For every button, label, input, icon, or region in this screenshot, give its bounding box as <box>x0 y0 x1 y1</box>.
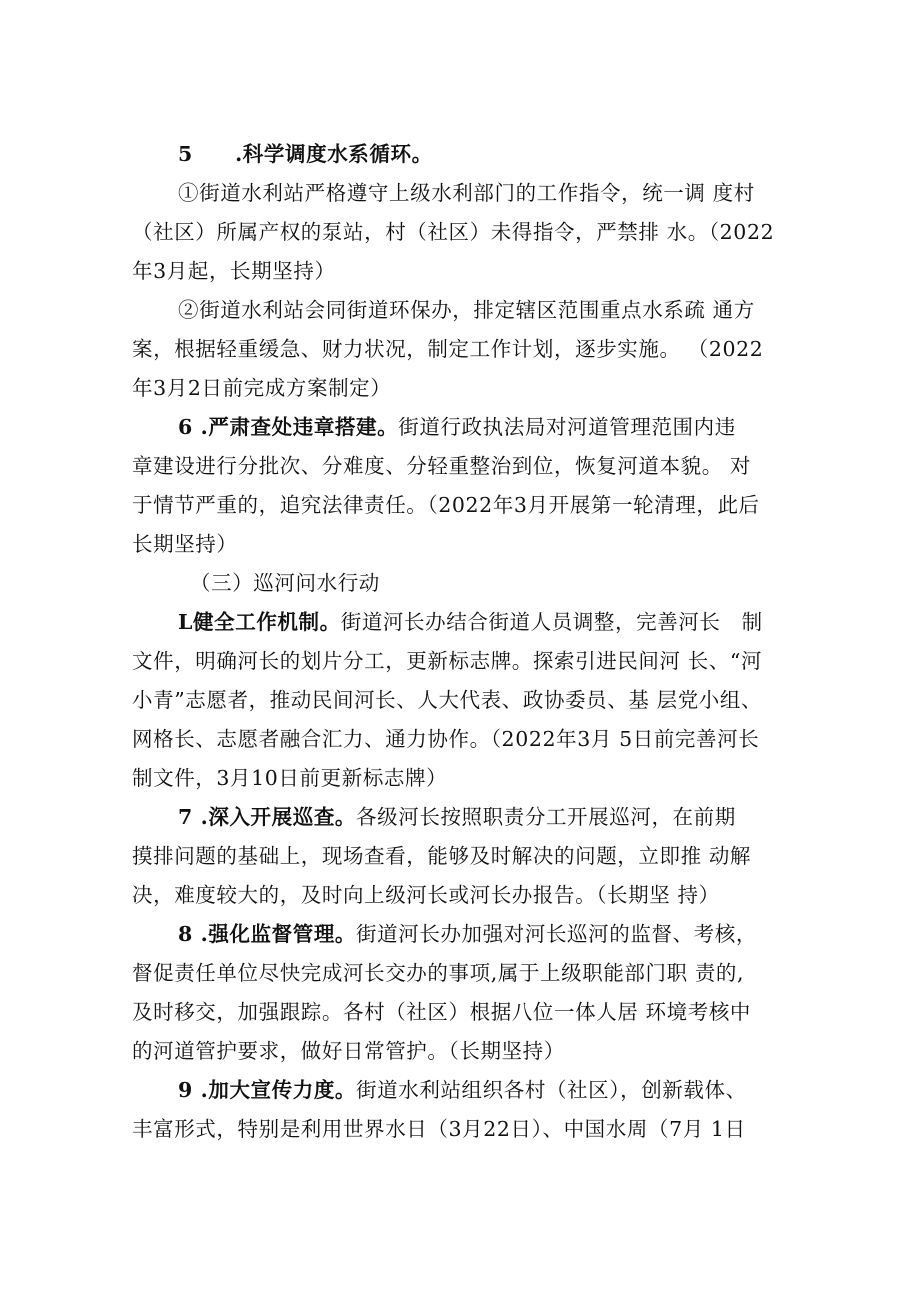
paragraph-line <box>132 257 336 285</box>
paragraph-line <box>132 452 751 480</box>
paragraph-line <box>132 686 762 714</box>
line-text: 文件，明确河长的划片分工，更新标志牌。探索引进民间河 长、“河 <box>132 649 763 673</box>
line-text: ①街道水利站严格遵守上级水利部门的工作指令，统一调 度村 <box>178 181 755 205</box>
paragraph-line <box>178 413 736 441</box>
line-bold: 8 .强化监督管理。 <box>178 922 357 946</box>
line-text: 督促责任单位尽快完成河长交办的事项,属于上级职能部门职 责的, <box>132 961 745 985</box>
line-bold: 7 .深入开展巡查。 <box>178 805 357 829</box>
paragraph-line <box>132 491 760 519</box>
line-text: 年3月起，长期坚持） <box>132 259 336 283</box>
paragraph-line <box>132 998 751 1026</box>
line-text: 小青”志愿者，推动民间河长、人大代表、政协委员、基 层党小组、 <box>132 688 763 712</box>
line-text: 及时移交，加强跟踪。各村（社区）根据八位一体人居 环境考核中 <box>132 1000 752 1024</box>
line-text: 决，难度较大的，及时向上级河长或河长办报告。（长期坚 持） <box>132 883 720 907</box>
paragraph-line <box>132 1037 565 1065</box>
line-text: 案，根据轻重缓急、财力状况，制定工作计划，逐步实施。 （2022 <box>132 337 764 361</box>
line-text: （社区）所属产权的泵站，村（社区）未得指令，严禁排 水。（2022 <box>132 220 775 244</box>
line-text: 街道河长办加强对河长巡河的监督、考核， <box>356 922 757 946</box>
line-text: 网格长、志愿者融合汇力、通力协作。（2022年3月 5日前完善河长 <box>132 727 760 751</box>
paragraph-line <box>132 881 720 909</box>
paragraph-line <box>178 296 755 324</box>
line-bold: L健全工作机制。 <box>178 610 341 634</box>
line-text: 街道水利站组织各村（社区），创新载体、 <box>356 1078 747 1102</box>
line-bold: 6 .严肃查处违章搭建。 <box>178 415 399 439</box>
paragraph-line <box>132 725 759 753</box>
line-text: 摸排问题的基础上，现场查看，能够及时解决的问题，立即推 动解 <box>132 844 752 868</box>
line-text: 长期坚持） <box>132 532 238 556</box>
paragraph-line <box>132 842 751 870</box>
paragraph-line <box>178 803 736 831</box>
paragraph-line <box>132 218 774 246</box>
line-text: ②街道水利站会同街道环保办，排定辖区范围重点水系疏 通方 <box>178 298 755 322</box>
line-text: 年3月2日前完成方案制定） <box>132 376 392 400</box>
paragraph-line <box>132 647 762 675</box>
line-bold: 9 .加大宣传力度。 <box>178 1078 357 1102</box>
heading-bold: 5 .科学调度水系循环。 <box>178 142 433 166</box>
paragraph-line <box>132 374 391 402</box>
paragraph-line <box>132 1115 746 1143</box>
line-text: 各级河长按照职责分工开展巡河，在前期 <box>356 805 736 829</box>
line-text: 的河道管护要求，做好日常管护。（长期坚持） <box>132 1039 565 1063</box>
paragraph-line <box>178 920 757 948</box>
paragraph-line <box>178 179 755 207</box>
line-text: 制文件，3月10日前更新标志牌） <box>132 766 448 790</box>
heading-5 <box>178 140 433 168</box>
paragraph-line <box>178 1076 747 1104</box>
line-text: 街道河长办结合街道人员调整，完善河长 制 <box>340 610 763 634</box>
line-text: 丰富形式，特别是利用世界水日（3月22日）、中国水周（7月 1日 <box>132 1117 746 1141</box>
paragraph-line <box>132 530 238 558</box>
line-text: 于情节严重的，追究法律责任。（2022年3月开展第一轮清理，此后 <box>132 493 760 517</box>
line-text: （三）巡河问水行动 <box>190 571 380 595</box>
section-heading <box>190 569 380 597</box>
paragraph-line <box>178 608 763 636</box>
paragraph-line <box>132 764 447 792</box>
line-text: 章建设进行分批次、分难度、分轻重整治到位，恢复河道本貌。 对 <box>132 454 752 478</box>
line-text: 街道行政执法局对河道管理范围内违 <box>398 415 736 439</box>
paragraph-line <box>132 959 744 987</box>
paragraph-line <box>132 335 763 363</box>
